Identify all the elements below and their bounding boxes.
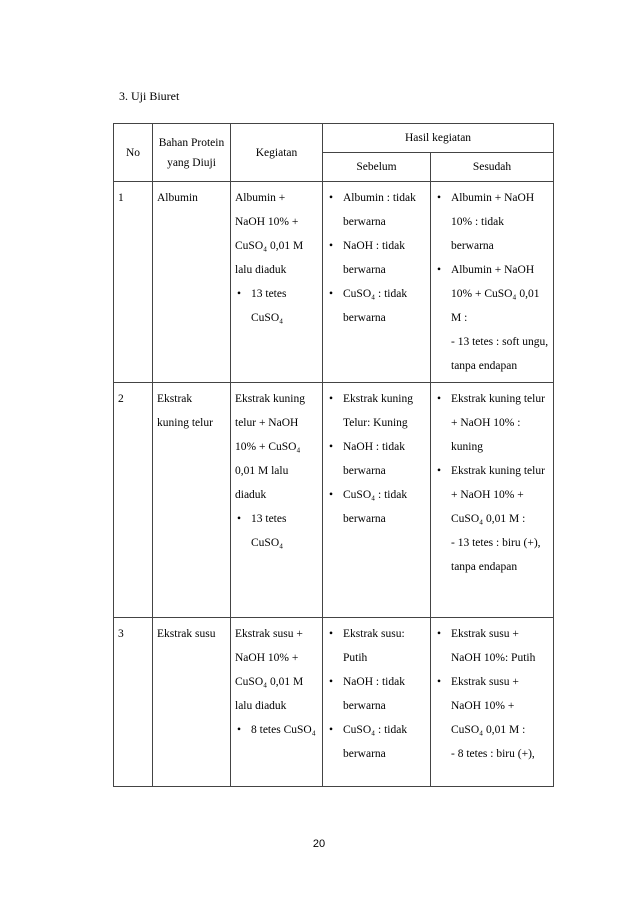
kegiatan-text: Ekstrak susu + NaOH 10% + CuSO₄ 0,01 M lalu diaduk (235, 628, 304, 712)
list-item: • Albumin + NaOH 10% + CuSO₄ 0,01 M : (435, 258, 549, 330)
cell-sebelum (323, 618, 431, 787)
list-item: • Ekstrak susu: Putih (327, 622, 426, 670)
cell-sesudah (431, 383, 554, 618)
list-item: • CuSO₄ : tidak berwarna (327, 718, 426, 766)
list-item: • CuSO₄ : tidak berwarna (327, 483, 426, 531)
list-item: • Ekstrak susu + NaOH 10% + CuSO₄ 0,01 M : (435, 670, 549, 742)
cell-no: 1 (114, 182, 153, 383)
header-bahan: Bahan Protein yang Diuji (153, 124, 231, 182)
list-item: • 13 tetes CuSO₄ (235, 282, 318, 330)
sesudah-note: - 13 tetes : soft ungu, tanpa endapan (451, 336, 549, 372)
table-row (114, 383, 554, 618)
table-row (114, 182, 554, 383)
cell-kegiatan (231, 182, 323, 383)
list-item: • Ekstrak kuning Telur: Kuning (327, 387, 426, 435)
biuret-results-table (113, 123, 554, 787)
cell-bahan: Ekstrak susu (153, 618, 231, 787)
cell-kegiatan (231, 383, 323, 618)
cell-sebelum (323, 182, 431, 383)
table-header-row (114, 124, 554, 153)
header-hasil: Hasil kegiatan (323, 124, 554, 153)
header-no: No (114, 124, 153, 182)
cell-kegiatan (231, 618, 323, 787)
header-sesudah: Sesudah (431, 153, 554, 182)
sesudah-list (435, 622, 549, 742)
sebelum-list (327, 387, 426, 531)
sesudah-note: - 8 tetes : biru (+), (451, 748, 535, 760)
cell-sesudah (431, 182, 554, 383)
kegiatan-bullets (235, 507, 318, 555)
header-sebelum: Sebelum (323, 153, 431, 182)
list-item: • Ekstrak kuning telur + NaOH 10% + CuSO₄ 0,01 M : (435, 459, 549, 531)
sesudah-list (435, 387, 549, 531)
list-item: • 13 tetes CuSO₄ (235, 507, 318, 555)
page-number: 20 (312, 838, 326, 850)
kegiatan-bullets (235, 282, 318, 330)
list-item: • NaOH : tidak berwarna (327, 670, 426, 718)
list-item: • Ekstrak susu + NaOH 10%: Putih (435, 622, 549, 670)
list-item: • NaOH : tidak berwarna (327, 234, 426, 282)
list-item: • 8 tetes CuSO₄ (235, 718, 318, 742)
list-item: • Albumin + NaOH 10% : tidak berwarna (435, 186, 549, 258)
cell-no: 2 (114, 383, 153, 618)
list-item: • CuSO₄ : tidak berwarna (327, 282, 426, 330)
cell-sebelum (323, 383, 431, 618)
kegiatan-bullets (235, 718, 318, 742)
section-heading: 3. Uji Biuret (119, 89, 180, 103)
cell-bahan: Albumin (153, 182, 231, 383)
sebelum-list (327, 622, 426, 766)
table-row (114, 618, 554, 787)
kegiatan-text: Ekstrak kuning telur + NaOH 10% + CuSO₄ 0,01 M lalu diaduk (235, 393, 305, 501)
sesudah-note: - 13 tetes : biru (+), tanpa endapan (451, 537, 541, 573)
list-item: • Albumin : tidak berwarna (327, 186, 426, 234)
cell-sesudah (431, 618, 554, 787)
list-item: • NaOH : tidak berwarna (327, 435, 426, 483)
kegiatan-text: Albumin + NaOH 10% + CuSO₄ 0,01 M lalu diaduk (235, 192, 304, 276)
list-item: • Ekstrak kuning telur + NaOH 10% : kuning (435, 387, 549, 459)
cell-bahan: Ekstrak kuning telur (153, 383, 231, 618)
cell-no: 3 (114, 618, 153, 787)
sesudah-list (435, 186, 549, 330)
header-kegiatan: Kegiatan (231, 124, 323, 182)
sebelum-list (327, 186, 426, 330)
